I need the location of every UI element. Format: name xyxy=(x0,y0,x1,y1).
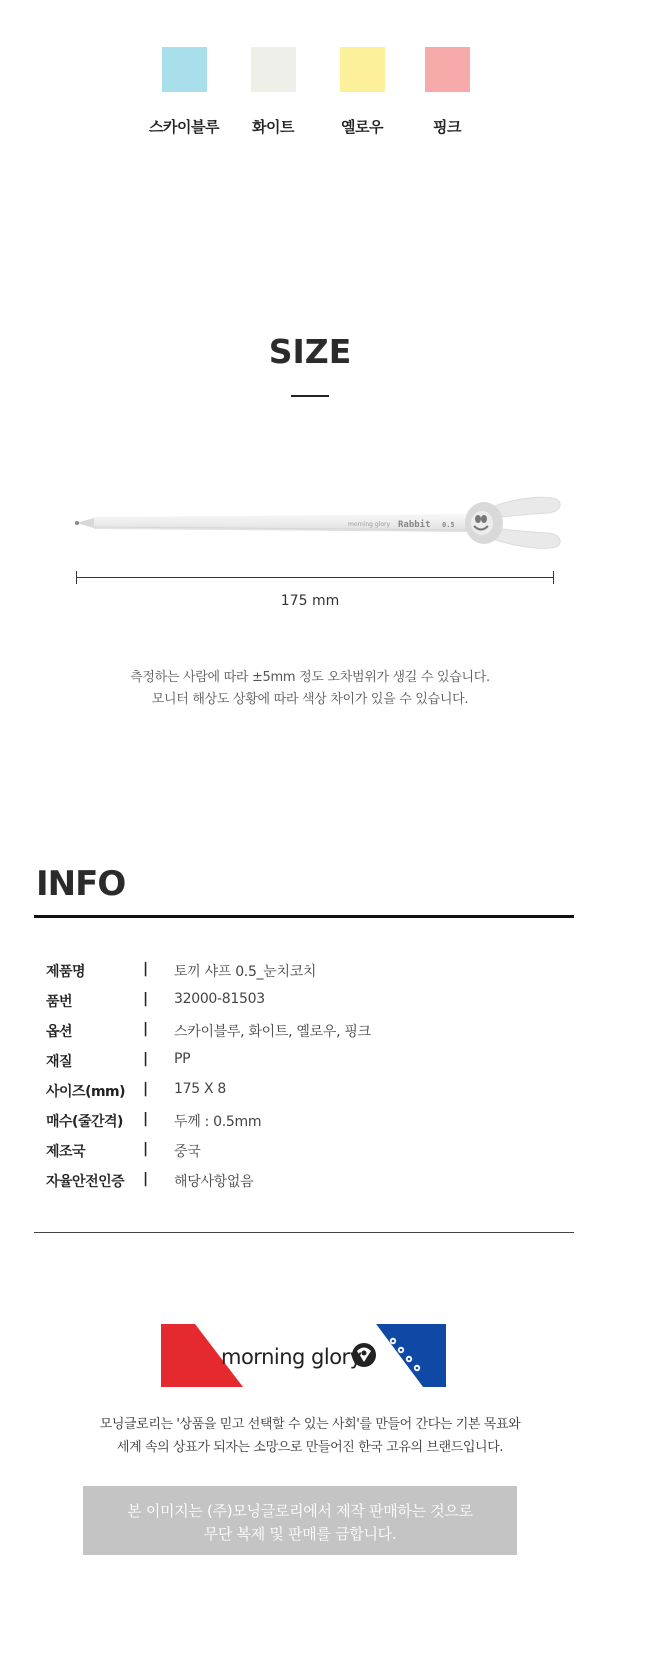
pencil-brand-print: morning glory xyxy=(348,521,391,528)
size-heading-underline xyxy=(291,395,329,397)
info-separator: | xyxy=(143,1021,149,1037)
swatch-label-yellow: 옐로우 xyxy=(341,118,383,136)
size-note-line1: 측정하는 사람에 따라 ±5mm 정도 오차범위가 생길 수 있습니다. xyxy=(130,670,490,685)
info-value: 스카이블루, 화이트, 옐로우, 핑크 xyxy=(174,1024,371,1040)
measure-label: 175 mm xyxy=(280,593,340,609)
info-key: 매수(줄간격) xyxy=(46,1114,123,1130)
info-value: 토끼 샤프 0.5_눈치코치 xyxy=(174,964,317,980)
swatch-label-pink: 핑크 xyxy=(433,118,461,136)
brand-desc-line1: 모닝글로리는 '상품을 믿고 선택할 수 있는 사회'를 만들어 간다는 기본 목표와 xyxy=(99,1417,521,1432)
info-key: 사이즈(mm) xyxy=(46,1084,126,1100)
info-separator: | xyxy=(143,961,149,977)
swatch-label-skyblue: 스카이블루 xyxy=(149,118,219,136)
info-value: 32000-81503 xyxy=(174,991,265,1007)
swatch-yellow xyxy=(340,47,385,92)
info-key: 제품명 xyxy=(46,964,86,980)
swatch-pink xyxy=(425,47,470,92)
info-heading: INFO xyxy=(36,864,126,904)
pencil-lead xyxy=(75,521,79,525)
info-key: 옵션 xyxy=(46,1024,73,1040)
size-note-line2: 모니터 해상도 상황에 따라 색상 차이가 있을 수 있습니다. xyxy=(151,692,469,707)
info-row-thickness xyxy=(46,1111,566,1133)
measure-line xyxy=(77,577,553,578)
info-value: 두께 : 0.5mm xyxy=(174,1114,262,1130)
morning-glory-logo xyxy=(161,1324,446,1387)
info-row-size xyxy=(46,1081,566,1103)
info-separator: | xyxy=(143,1111,149,1127)
info-value: 175 X 8 xyxy=(174,1081,227,1097)
pencil-lead-print: 0.5 xyxy=(442,521,455,529)
copyright-notice-line2: 무단 복제 및 판매를 금합니다. xyxy=(203,1525,397,1543)
info-key: 재질 xyxy=(46,1054,73,1070)
info-value: PP xyxy=(174,1051,191,1067)
measure-cap-left xyxy=(76,571,77,584)
info-row-product-name xyxy=(46,961,566,983)
info-value: 해당사항없음 xyxy=(174,1174,254,1190)
info-separator: | xyxy=(143,991,149,1007)
pencil-illustration xyxy=(72,493,562,551)
brand-desc-line2: 세계 속의 상표가 되자는 소망으로 만들어진 한국 고유의 브랜드입니다. xyxy=(116,1440,504,1455)
info-key: 품번 xyxy=(46,994,73,1010)
info-value: 중국 xyxy=(174,1144,201,1160)
info-separator: | xyxy=(143,1171,149,1187)
info-separator: | xyxy=(143,1051,149,1067)
copyright-notice-line1: 본 이미지는 (주)모닝글로리에서 제작 판매하는 것으로 xyxy=(127,1502,473,1520)
info-key: 자율안전인증 xyxy=(46,1174,125,1190)
info-top-rule xyxy=(34,915,574,918)
measure-cap-right xyxy=(553,571,554,584)
info-bottom-rule xyxy=(34,1232,574,1233)
info-row-country xyxy=(46,1141,566,1163)
size-heading: SIZE xyxy=(268,332,352,371)
swatch-white xyxy=(251,47,296,92)
info-row-certification xyxy=(46,1171,566,1193)
copyright-notice-box xyxy=(83,1486,517,1555)
swatch-skyblue xyxy=(162,47,207,92)
info-row-material xyxy=(46,1051,566,1073)
info-separator: | xyxy=(143,1081,149,1097)
pencil-name-print: Rabbit xyxy=(398,520,431,530)
info-row-options xyxy=(46,1021,566,1043)
info-separator: | xyxy=(143,1141,149,1157)
info-key: 제조국 xyxy=(46,1144,86,1160)
swatch-label-white: 화이트 xyxy=(252,118,294,136)
logo-wordmark: morning glory xyxy=(221,1345,362,1369)
info-row-item-number xyxy=(46,991,566,1013)
